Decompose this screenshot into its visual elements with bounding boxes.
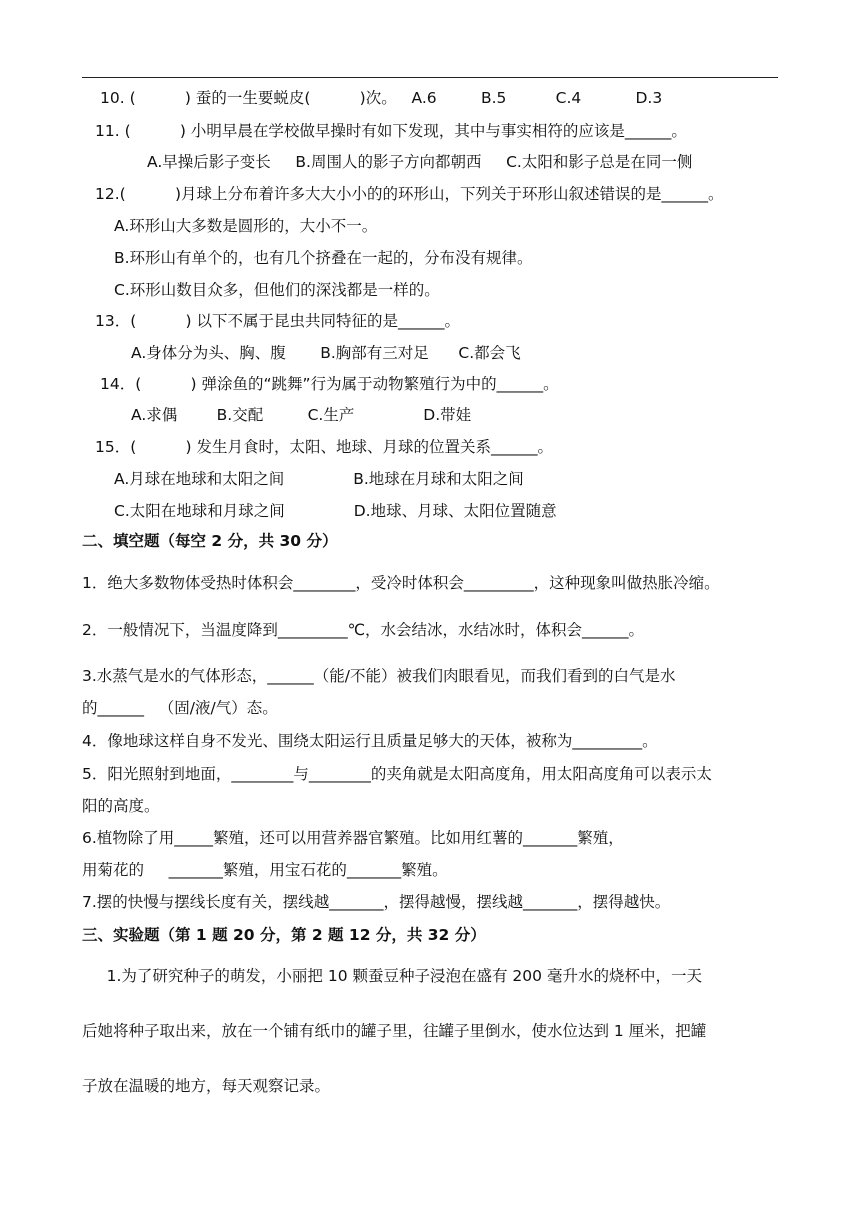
- question-15-options-ab: A.月球在地球和太阳之间 B.地球在月球和太阳之间: [114, 470, 524, 488]
- fill-question-2: 2．一般情况下，当温度降到_________℃，水会结冰，水结冰时，体积会______。: [82, 621, 645, 639]
- experiment-1-line-2: 后她将种子取出来，放在一个铺有纸巾的罐子里，往罐子里倒水，使水位达到 1 厘米，把罐: [82, 1022, 707, 1040]
- fill-question-1: 1．绝大多数物体受热时体积会________，受冷时体积会_________，这种现象叫做热胀冷缩。: [82, 574, 720, 592]
- question-13: 13．( ) 以下不属于昆虫共同特征的是______。: [95, 312, 461, 330]
- fill-question-7: 7.摆的快慢与摆线长度有关，摆线越_______，摆得越慢，摆线越_______，摆得越快。: [82, 893, 671, 911]
- question-10: 10. ( ) 蚕的一生要蜕皮( )次。 A.6 B.5 C.4 D.3: [100, 89, 663, 107]
- question-13-options: A.身体分为头、胸、腹 B.胸部有三对足 C.都会飞: [131, 344, 521, 362]
- header-rule: [82, 77, 778, 78]
- question-15-options-cd: C.太阳在地球和月球之间 D.地球、月球、太阳位置随意: [114, 502, 557, 520]
- question-12-option-b: B.环形山有单个的，也有几个挤叠在一起的，分布没有规律。: [114, 249, 533, 267]
- question-14: 14．( ) 弹涂鱼的“跳舞”行为属于动物繁殖行为中的______。: [100, 375, 559, 393]
- question-12-option-a: A.环形山大多数是圆形的，大小不一。: [114, 217, 378, 235]
- fill-question-5-line-1: 5．阳光照射到地面，________与________的夹角就是太阳高度角，用太阳高度角可以表示太: [82, 765, 712, 783]
- experiment-1-line-1: 1.为了研究种子的萌发，小丽把 10 颗蚕豆种子浸泡在盛有 200 毫升水的烧杯中，一天: [82, 967, 702, 985]
- question-11: 11. ( ) 小明早晨在学校做早操时有如下发现，其中与事实相符的应该是______。: [95, 122, 687, 140]
- question-12: 12.( )月球上分布着许多大大小小的的环形山，下列关于环形山叙述错误的是______。: [95, 185, 724, 203]
- experiment-1-line-3: 子放在温暖的地方，每天观察记录。: [82, 1077, 331, 1095]
- question-15: 15．( ) 发生月食时，太阳、地球、月球的位置关系______。: [95, 438, 554, 456]
- fill-question-3-line-2: 的______ （固/液/气）态。: [82, 699, 278, 717]
- fill-question-6-line-2: 用菊花的 _______繁殖，用宝石花的_______繁殖。: [82, 861, 448, 879]
- question-11-options: A.早操后影子变长 B.周围人的影子方向都朝西 C.太阳和影子总是在同一侧: [147, 153, 693, 171]
- section-3-heading: 三、实验题（第 1 题 20 分，第 2 题 12 分，共 32 分）: [82, 926, 486, 944]
- fill-question-3-line-1: 3.水蒸气是水的气体形态，______（能/不能）被我们肉眼看见，而我们看到的白气是水: [82, 667, 676, 685]
- section-2-heading: 二、填空题（每空 2 分，共 30 分）: [82, 532, 338, 550]
- fill-question-5-line-2: 阳的高度。: [82, 797, 160, 815]
- question-12-option-c: C.环形山数目众多，但他们的深浅都是一样的。: [114, 281, 440, 299]
- fill-question-6-line-1: 6.植物除了用_____繁殖，还可以用营养器官繁殖。比如用红薯的_______繁殖，: [82, 829, 624, 847]
- question-14-options: A.求偶 B.交配 C.生产 D.带娃: [131, 406, 472, 424]
- fill-question-4: 4．像地球这样自身不发光、围绕太阳运行且质量足够大的天体，被称为_________。: [82, 732, 658, 750]
